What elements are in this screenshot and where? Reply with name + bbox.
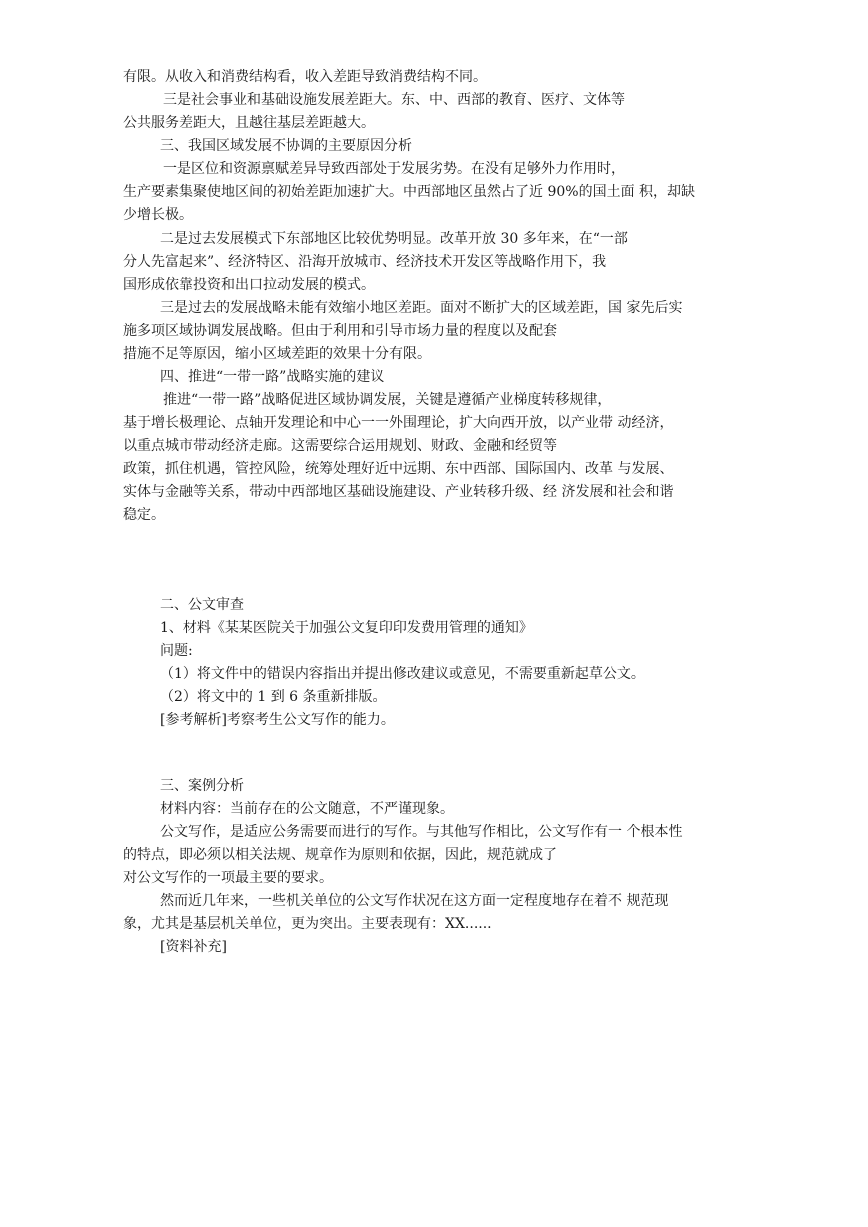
text-line: 分人先富起来”、经济特区、沿海开放城市、经济技术开发区等战略作用下，我 xyxy=(123,254,607,270)
text-line: 象，尤其是基层机关单位，更为突出。主要表现有：XX...... xyxy=(123,916,492,932)
text-line: 稳定。 xyxy=(123,507,165,523)
text-line: 施多项区域协调发展战略。但由于利用和引导市场力量的程度以及配套 xyxy=(123,323,557,339)
section-heading: 三、我国区域发展不协调的主要原因分析 xyxy=(160,138,412,154)
text-line: 对公文写作的一项最主要的要求。 xyxy=(123,870,333,886)
text-line: 政策，抓住机遇，管控风险，统筹处理好近中远期、东中西部、国际国内、改革 与发展、 xyxy=(123,461,674,477)
text-line: 然而近几年来，一些机关单位的公文写作状况在这方面一定程度地存在着不 规范现 xyxy=(160,893,669,909)
text-line: 二是过去发展模式下东部地区比较优势明显。改革开放 30 多年来，在“一部 xyxy=(160,231,628,247)
text-line: 的特点，即必须以相关法规、规章作为原则和依据，因此，规范就成了 xyxy=(123,847,557,863)
text-line: 三是社会事业和基础设施发展差距大。东、中、西部的教育、医疗、文体等 xyxy=(163,92,625,108)
text-line: 1、材料《某某医院关于加强公文复印印发费用管理的通知》 xyxy=(160,620,533,636)
text-line: 推进“一带一路”战略促进区域协调发展，关键是遵循产业梯度转移规律， xyxy=(163,392,612,408)
text-line: （1）将文件中的错误内容指出并提出修改建议或意见，不需要重新起草公文。 xyxy=(160,666,645,682)
section-heading: 二、公文审查 xyxy=(160,597,244,613)
text-line: 生产要素集聚使地区间的初始差距加速扩大。中西部地区虽然占了近 90%的国土面 积，却缺 xyxy=(123,184,696,200)
text-line: 公共服务差距大，且越往基层差距越大。 xyxy=(123,115,375,131)
text-line: 基于增长极理论、点轴开发理论和中心一一外围理论，扩大向西开放，以产业带 动经济， xyxy=(123,415,674,431)
section-heading: 四、推进“一带一路”战略实施的建议 xyxy=(160,369,385,385)
text-line: 公文写作，是适应公务需要而进行的写作。与其他写作相比，公文写作有一 个根本性 xyxy=(160,824,683,840)
text-line: 有限。从收入和消费结构看，收入差距导致消费结构不同。 xyxy=(123,69,487,85)
text-line: [资料补充] xyxy=(160,939,227,955)
text-line: （2）将文中的 1 到 6 条重新排版。 xyxy=(160,689,387,705)
text-line: 三是过去的发展战略未能有效缩小地区差距。面对不断扩大的区域差距，国 家先后实 xyxy=(160,300,683,316)
text-line: 材料内容：当前存在的公文随意，不严谨现象。 xyxy=(160,801,454,817)
text-line: 问题: xyxy=(160,643,193,659)
text-line: 一是区位和资源禀赋差异导致西部处于发展劣势。在没有足够外力作用时， xyxy=(163,161,625,177)
text-line: 措施不足等原因，缩小区域差距的效果十分有限。 xyxy=(123,346,431,362)
section-heading: 三、案例分析 xyxy=(160,778,244,794)
text-line: 国形成依靠投资和出口拉动发展的模式。 xyxy=(123,277,375,293)
text-line: [参考解析]考察考生公文写作的能力。 xyxy=(160,712,395,728)
text-line: 实体与金融等关系，带动中西部地区基础设施建设、产业转移升级、经 济发展和社会和谐 xyxy=(123,484,674,500)
text-line: 少增长极。 xyxy=(123,207,193,223)
text-line: 以重点城市带动经济走廊。这需要综合运用规划、财政、金融和经贸等 xyxy=(123,438,557,454)
